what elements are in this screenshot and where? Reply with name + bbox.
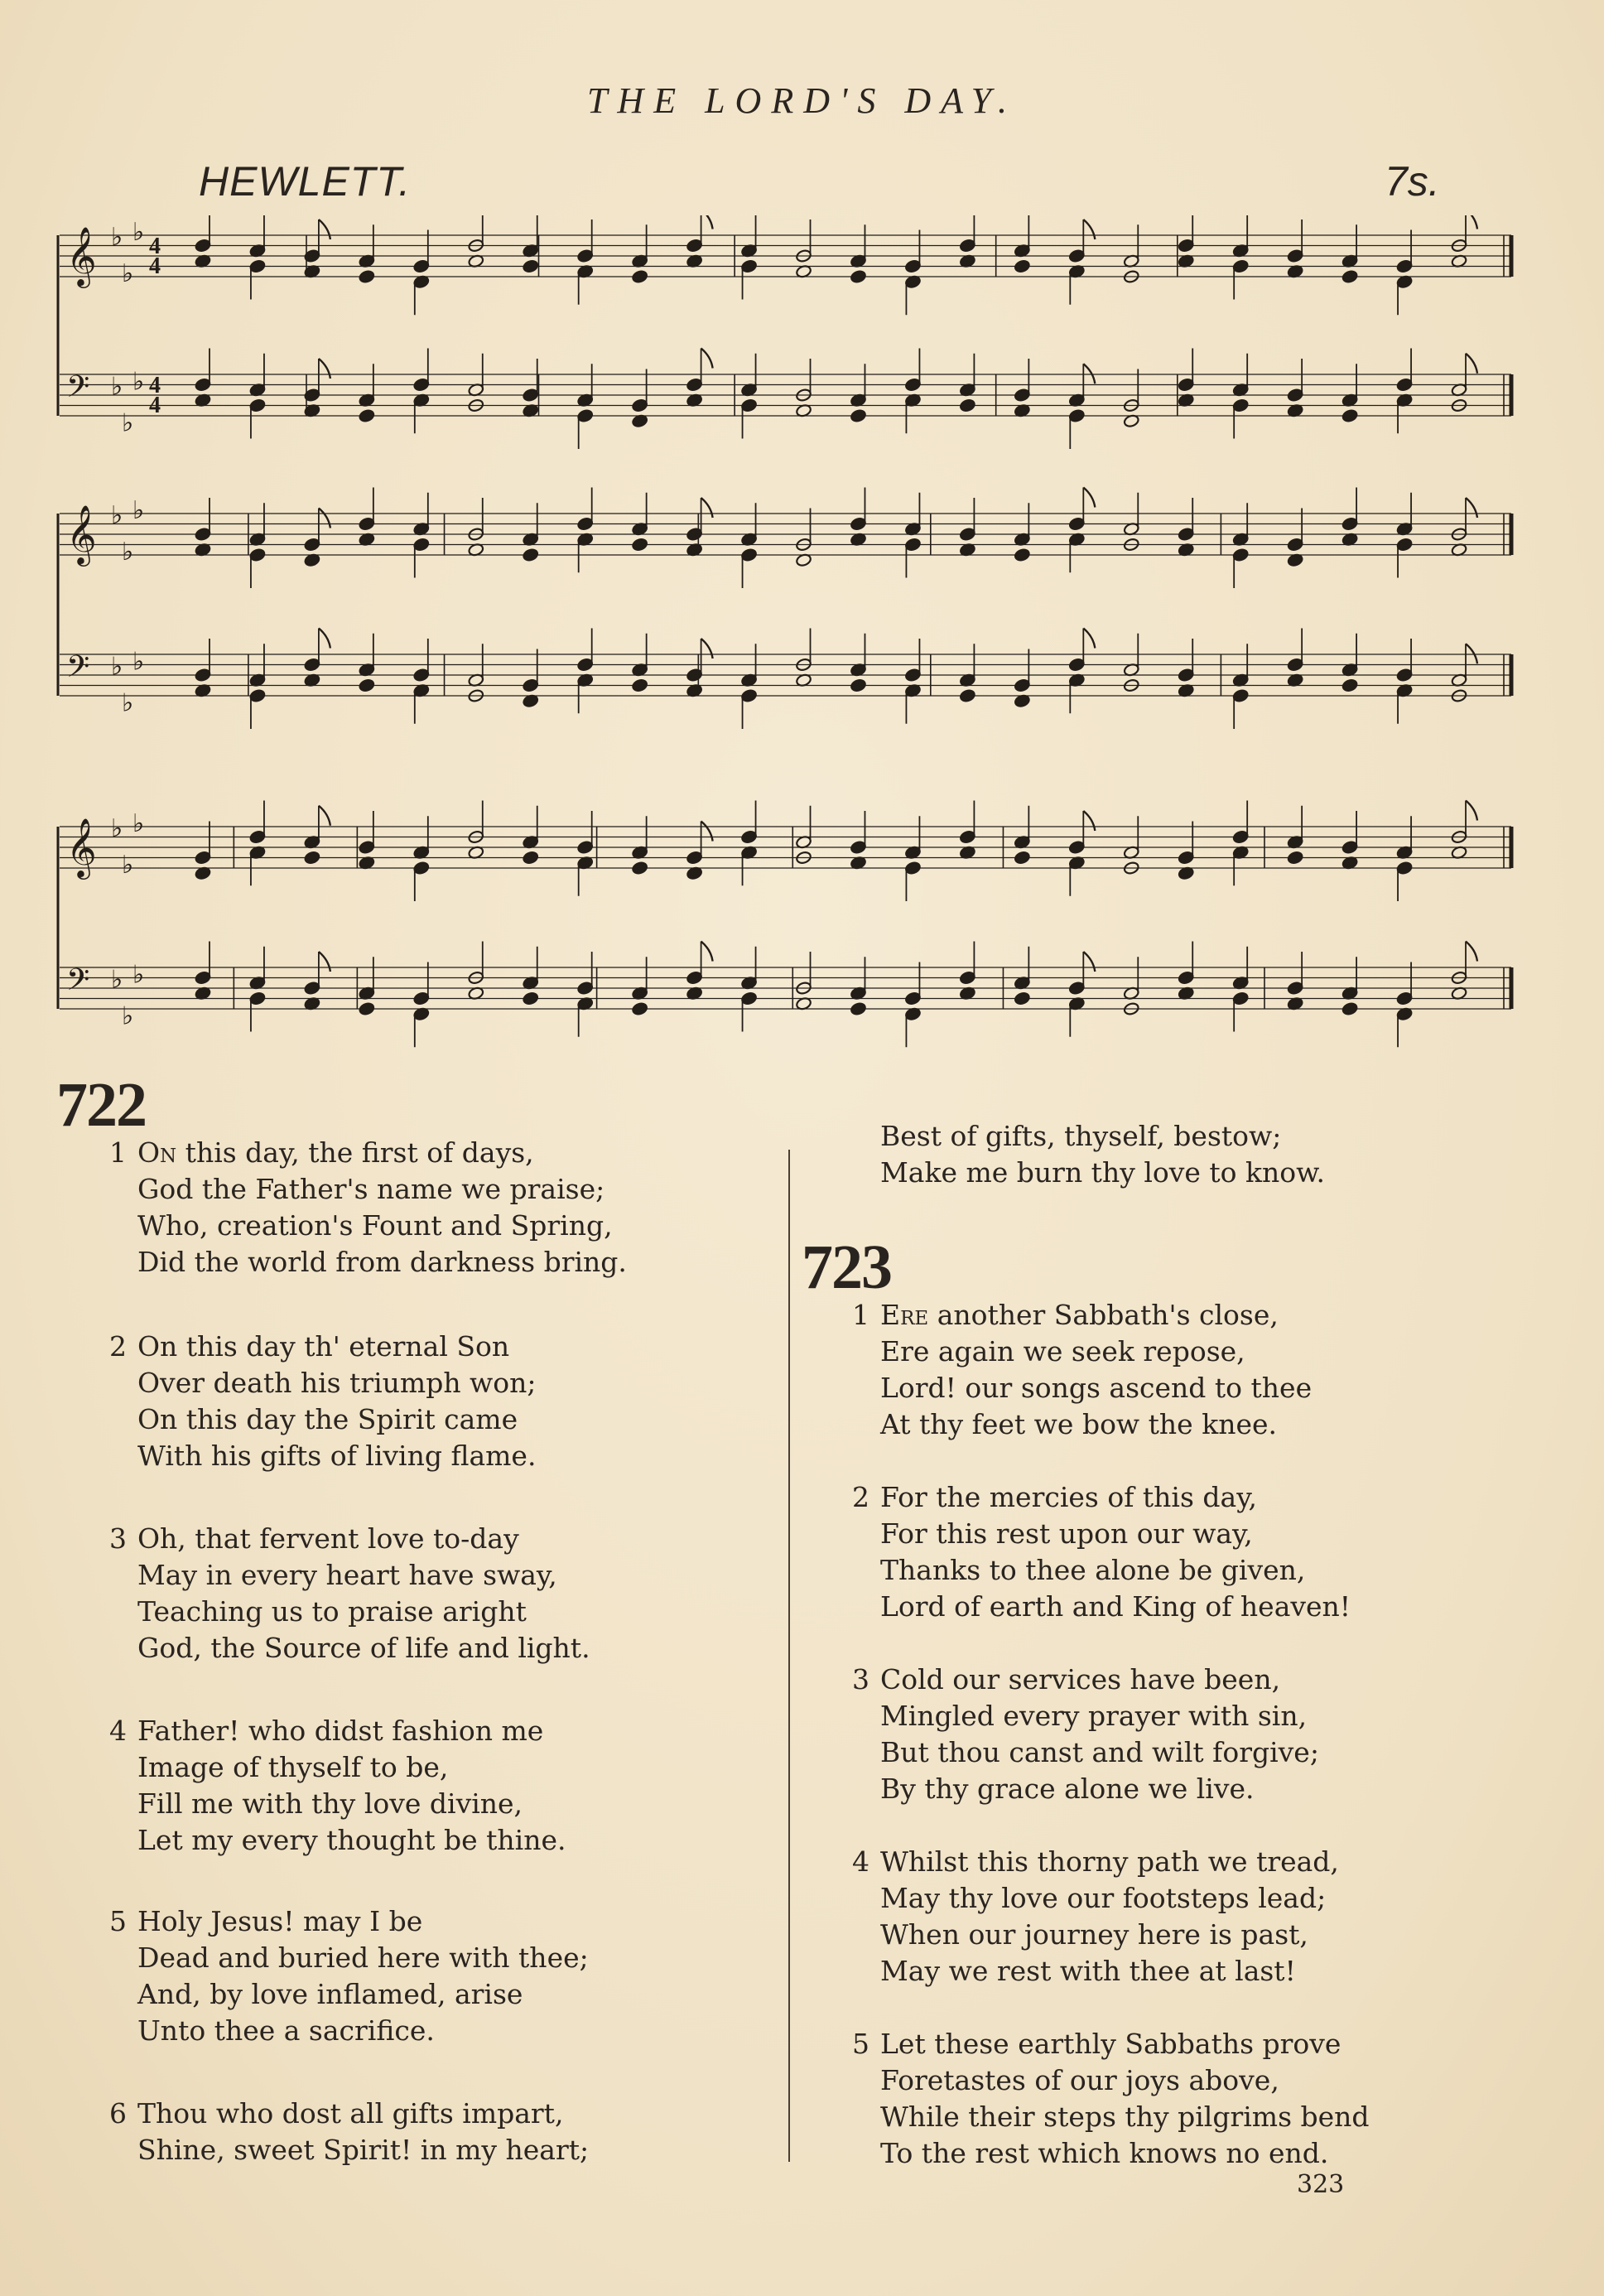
notehead: [1396, 668, 1413, 682]
notehead: [632, 269, 648, 283]
notehead: [359, 1001, 375, 1015]
flat-sign-icon: ♭: [122, 537, 134, 567]
notehead: [1232, 398, 1249, 412]
flat-sign-icon: ♭: [122, 850, 134, 880]
flat-sign-icon: ♭: [111, 965, 123, 995]
note-flag: [1083, 488, 1095, 508]
notehead: [1287, 981, 1303, 995]
notehead: [904, 538, 921, 552]
notehead: [413, 259, 430, 273]
time-signature: 4: [149, 373, 161, 398]
flat-sign-icon: ♭: [132, 960, 145, 990]
notehead: [577, 248, 594, 263]
notehead: [1341, 1001, 1358, 1015]
note-flag: [701, 942, 713, 962]
notehead: [1014, 259, 1030, 273]
bass-clef-icon: 𝄢: [66, 369, 90, 412]
notehead: [1014, 851, 1030, 865]
notehead: [195, 668, 211, 682]
stanza-722-5: 5 Holy Jesus! may I be Dead and buried here with thee; And, by love inflamed, arise Unto thee a sacrifice.: [109, 1905, 589, 2047]
notehead: [904, 378, 921, 392]
notehead: [959, 527, 975, 541]
notehead: [577, 840, 594, 854]
note-flag: [319, 509, 330, 528]
notehead: [523, 547, 539, 562]
stanza-722-6-continued: Best of gifts, thyself, bestow; Make me burn thy love to know.: [880, 1120, 1325, 1189]
stanza-722-6: 6 Thou who dost all gifts impart, Shine, sweet Spirit! in my heart;: [109, 2097, 590, 2166]
notehead: [904, 668, 921, 682]
notehead: [741, 259, 758, 273]
notehead: [741, 991, 758, 1006]
note-flag: [1466, 498, 1477, 518]
notehead: [1068, 658, 1085, 672]
notehead: [577, 981, 594, 995]
note-flag: [1466, 801, 1477, 821]
notehead: [686, 668, 703, 682]
notehead: [1068, 981, 1085, 995]
notehead: [1232, 259, 1249, 273]
stanza-722-2: 2 On this day th' eternal Son Over death his triumph won; On this day the Spirit came With his gifts of living flame.: [109, 1330, 537, 1472]
notehead: [686, 378, 703, 392]
notehead: [1014, 388, 1030, 402]
notehead: [577, 408, 594, 422]
notehead: [1178, 239, 1194, 253]
notehead: [1178, 851, 1194, 865]
notehead: [741, 830, 758, 844]
notehead: [249, 547, 266, 562]
notehead: [304, 658, 320, 672]
bass-clef-icon: 𝄢: [66, 962, 90, 1005]
notehead: [1232, 830, 1249, 844]
time-signature: 4: [149, 253, 161, 279]
notehead: [850, 1001, 866, 1015]
notehead: [959, 971, 975, 985]
notehead: [577, 517, 594, 531]
notehead: [249, 398, 266, 412]
notehead: [741, 398, 758, 412]
notehead: [959, 239, 975, 253]
notehead: [304, 538, 320, 552]
note-flag: [701, 822, 713, 842]
flat-sign-icon: ♭: [111, 652, 123, 682]
notehead: [195, 851, 211, 865]
flat-sign-icon: ♭: [111, 372, 123, 402]
note-flag: [1083, 952, 1095, 972]
treble-clef-icon: 𝄞: [66, 817, 97, 877]
notehead: [249, 991, 266, 1006]
flat-sign-icon: ♭: [111, 814, 123, 843]
stanza-722-4: 4 Father! who didst fashion me Image of thyself to be, Fill me with thy love divine, Let my every thought be thine.: [109, 1715, 566, 1856]
note-flag: [319, 219, 330, 239]
notehead: [195, 378, 211, 392]
column-divider: [788, 1150, 790, 2162]
notehead: [850, 678, 866, 692]
notehead: [1396, 538, 1413, 552]
note-flag: [1466, 215, 1477, 229]
note-flag: [319, 952, 330, 972]
hymn-number-722: 722: [56, 1070, 146, 1140]
flat-sign-icon: ♭: [132, 367, 145, 397]
notehead: [1287, 658, 1303, 672]
stanza-723-4: 4 Whilst this thorny path we tread, May thy love our footsteps lead; When our journey here is past, May we rest with thee at last!: [852, 1845, 1339, 1987]
notehead: [195, 971, 211, 985]
notehead: [523, 259, 539, 273]
stanza-723-3: 3 Cold our services have been, Mingled every prayer with sin, But thou canst and wilt forgive; By thy grace alone we live.: [852, 1663, 1319, 1805]
notehead: [523, 851, 539, 865]
bass-clef-icon: 𝄢: [66, 649, 90, 692]
notehead: [850, 269, 866, 283]
time-signature: 4: [149, 234, 161, 259]
treble-clef-icon: 𝄞: [66, 225, 97, 286]
notehead: [249, 688, 266, 702]
notehead: [1178, 378, 1194, 392]
note-flag: [701, 639, 713, 658]
notehead: [959, 688, 975, 702]
notehead: [195, 239, 211, 253]
notehead: [686, 527, 703, 541]
notehead: [1396, 259, 1413, 273]
note-flag: [319, 806, 330, 826]
tune-meter: 7s.: [1385, 158, 1440, 205]
notehead: [1396, 378, 1413, 392]
notehead: [904, 861, 921, 875]
note-flag: [1083, 629, 1095, 649]
notehead: [850, 840, 866, 854]
note-flag: [1466, 942, 1477, 962]
notehead: [1014, 678, 1030, 692]
notehead: [413, 668, 430, 682]
notehead: [1232, 991, 1249, 1006]
notehead: [1341, 269, 1358, 283]
note-flag: [1466, 644, 1477, 663]
notehead: [195, 527, 211, 541]
notehead: [741, 688, 758, 702]
note-flag: [701, 498, 713, 518]
notehead: [249, 259, 266, 273]
notehead: [413, 378, 430, 392]
stanza-722-1: 1 On this day, the first of days, God the Father's name we praise; Who, creation's Fount and Spring, Did the world from darkness bring.: [109, 1136, 627, 1278]
flat-sign-icon: ♭: [132, 647, 145, 677]
notehead: [850, 408, 866, 422]
stanza-723-2: 2 For the mercies of this day, For this rest upon our way, Thanks to thee alone be given, Lord of earth and King of heaven!: [852, 1481, 1351, 1623]
notehead: [577, 658, 594, 672]
notehead: [1068, 840, 1085, 854]
notehead: [904, 991, 921, 1006]
note-flag: [701, 215, 713, 229]
note-flag: [319, 629, 330, 649]
page-number: 323: [1297, 2170, 1345, 2199]
flat-sign-icon: ♭: [122, 688, 134, 718]
notehead: [359, 678, 375, 692]
notehead: [1068, 517, 1085, 531]
flat-sign-icon: ♭: [122, 1001, 134, 1031]
notehead: [632, 678, 648, 692]
notehead: [632, 398, 648, 412]
stanza-723-5: 5 Let these earthly Sabbaths prove Foretastes of our joys above, While their steps thy pilgrims bend To the rest which knows no end.: [852, 2028, 1370, 2169]
flat-sign-icon: ♭: [132, 495, 145, 525]
notehead: [686, 239, 703, 253]
notehead: [1287, 388, 1303, 402]
notehead: [1014, 547, 1030, 562]
notehead: [1068, 408, 1085, 422]
notehead: [359, 269, 375, 283]
hymn-number-723: 723: [802, 1232, 891, 1302]
notehead: [1396, 861, 1413, 875]
notehead: [850, 517, 866, 531]
flat-sign-icon: ♭: [132, 217, 145, 247]
notehead: [523, 388, 539, 402]
notehead: [1068, 248, 1085, 263]
flat-sign-icon: ♭: [122, 258, 134, 288]
notehead: [1287, 851, 1303, 865]
notehead: [1287, 538, 1303, 552]
treble-clef-icon: 𝄞: [66, 504, 97, 564]
flat-sign-icon: ♭: [111, 501, 123, 530]
tune-name: HEWLETT.: [199, 158, 412, 205]
notehead: [632, 1001, 648, 1015]
notehead: [1341, 408, 1358, 422]
notehead: [523, 678, 539, 692]
notehead: [1232, 547, 1249, 562]
notehead: [632, 538, 648, 552]
notehead: [249, 830, 266, 844]
notehead: [1178, 527, 1194, 541]
notehead: [1341, 840, 1358, 854]
notehead: [359, 517, 375, 531]
note-flag: [1083, 364, 1095, 383]
notehead: [413, 991, 430, 1006]
notehead: [686, 851, 703, 865]
notehead: [686, 971, 703, 985]
flat-sign-icon: ♭: [122, 408, 134, 438]
notehead: [904, 259, 921, 273]
notehead: [304, 981, 320, 995]
running-head: THE LORD'S DAY.: [586, 80, 1018, 121]
notehead: [959, 830, 975, 844]
note-flag: [319, 359, 330, 379]
note-flag: [1083, 219, 1095, 239]
notehead: [1178, 668, 1194, 682]
notehead: [1287, 248, 1303, 263]
stanza-722-3: 3 Oh, that fervent love to-day May in every heart have sway, Teaching us to praise aright God, the Source of life and light.: [109, 1522, 590, 1664]
flat-sign-icon: ♭: [132, 808, 145, 838]
flat-sign-icon: ♭: [111, 223, 123, 252]
notehead: [523, 991, 539, 1006]
note-flag: [1083, 811, 1095, 831]
note-flag: [1466, 354, 1477, 374]
notehead: [741, 547, 758, 562]
stanza-723-1: 1 Ere another Sabbath's close, Ere again we seek repose, Lord! our songs ascend to thee At thy feet we bow the knee.: [852, 1299, 1313, 1440]
notehead: [359, 840, 375, 854]
notehead: [1232, 688, 1249, 702]
notehead: [1341, 678, 1358, 692]
notehead: [359, 408, 375, 422]
notehead: [1341, 517, 1358, 531]
note-flag: [701, 349, 713, 369]
notehead: [1396, 991, 1413, 1006]
time-signature: 4: [149, 393, 161, 418]
music-score: [50, 215, 1524, 1052]
notehead: [1014, 991, 1030, 1006]
notehead: [1178, 971, 1194, 985]
notehead: [304, 851, 320, 865]
notehead: [413, 538, 430, 552]
notehead: [413, 861, 430, 875]
notehead: [632, 861, 648, 875]
notehead: [959, 398, 975, 412]
